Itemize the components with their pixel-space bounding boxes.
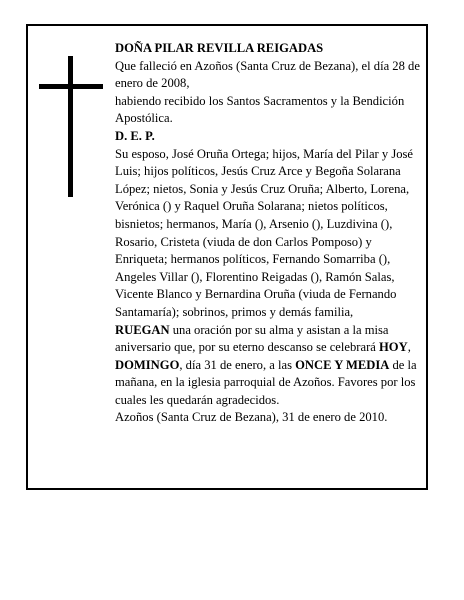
obituary-frame [26, 24, 428, 490]
ruegan-word: RUEGAN [115, 322, 170, 337]
hoy-word: HOY [379, 340, 408, 355]
request-comma: , [407, 340, 411, 355]
obituary-text [115, 40, 420, 427]
request-text-1: una oración por su alma y asistan a la misa aniversario que, por su eterno descanso se celebrará [115, 322, 389, 355]
dep-line: D. E. P. [115, 128, 155, 143]
request-text-2: , día 31 de enero, a las [179, 357, 296, 372]
death-line: Que falleció en Azoños (Santa Cruz de Bezana), el día 28 de enero de 2008, [115, 58, 420, 91]
time-words: ONCE Y MEDIA [295, 357, 390, 372]
domingo-word: DOMINGO [115, 357, 180, 372]
sacraments-line: habiendo recibido los Santos Sacramentos y la Bendición Apostólica. [115, 93, 405, 126]
deceased-name: DOÑA PILAR REVILLA REIGADAS [115, 41, 324, 55]
cross-icon [68, 56, 73, 197]
request-text-3: de la mañana, en la iglesia parroquial de Azoños. Favores por los cuales les quedarán agradecidos. [115, 357, 417, 407]
family-paragraph: Su esposo, José Oruña Ortega; hijos, María del Pilar y José Luis; hijos políticos, Jesús Cruz Arce y Begoña Solarana López; nietos, Sonia y Jesús Cruz Oruña; Alberto, Lorena, Verónica () y Raquel Oruña Solarana; nietos políticos, bisnietos; hermanos, María (), Arsenio (), Luzdivina (), Rosario, Cristeta (viuda de don Carlos Pomposo) y Enriqueta; hermanos políticos, Fernando Somarriba (), Angeles Villar (), Florentino Reigadas (), Ramón Salas, Vicente Blanco y Bernardina Oruña (viuda de Fernando Santamaría); sobrinos, primos y demás familia, [115, 146, 414, 319]
request-paragraph [115, 322, 420, 410]
cross-icon-bar [39, 84, 103, 89]
place-date-line: Azoños (Santa Cruz de Bezana), 31 de enero de 2010. [115, 410, 388, 425]
